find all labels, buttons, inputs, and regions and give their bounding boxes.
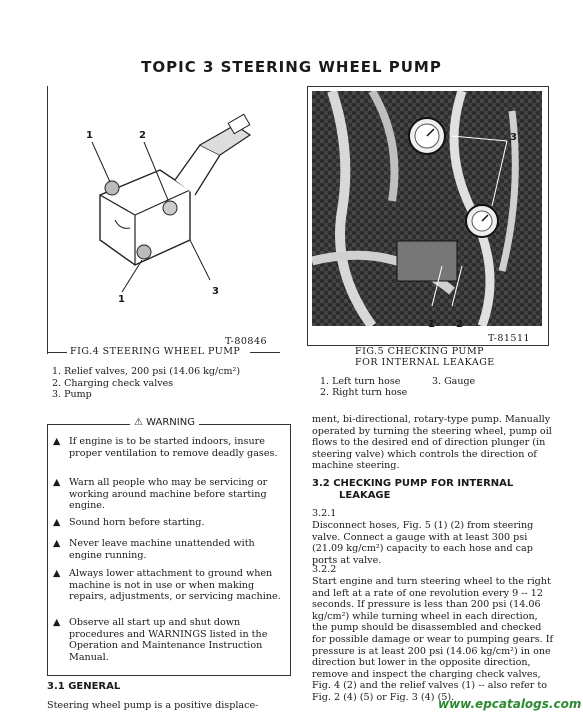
fig4-caption-rule-left: [47, 352, 67, 353]
warning-item-text: Always lower attachment to ground when machine is not in use or when making repairs, adjustments, or servicing machine.: [69, 568, 281, 603]
warning-label: WARNING: [146, 417, 195, 428]
section-32-heading-line2: LEAKAGE: [339, 490, 391, 501]
fig5-callout-2: 2: [456, 319, 463, 330]
fig4-legend-item-1: 1. Relief valves, 200 psi (14.06 kg/cm²): [52, 366, 241, 377]
fig4-legend-item-2: 2. Charging check valves: [52, 377, 174, 389]
section-32-p2-number: 3.2.2: [312, 564, 337, 575]
section-32-p2-text: Start engine and turn steering wheel to the right and left at a rate of one revolution every 9 -- 12 seconds. If pressure is less than 200 psi (14.06 kg/cm²) while turning wheel in each direction, the pump should be disassembled and checked for possible damage or wear to pumping gears. If pressure is at least 200 psi (14.06 kg/cm²) in one direction but lower in the opposite direction, remove and inspect the charging check valves, Fig. 4 (2) and the relief valves (1) -- also refer to Fig. 2 (4) (5) or Fig. 3 (4) (5).: [312, 576, 554, 703]
warning-item: [53, 617, 285, 663]
fig4-caption-rule-right: [250, 352, 280, 353]
fig5-legend-item-1: 1. Left turn hose: [320, 376, 401, 387]
fig5-legend-item-2: 2. Right turn hose: [320, 387, 408, 398]
section-32-p1-number: 3.2.1: [312, 508, 337, 519]
fig5-legend-item-3: 3. Gauge: [432, 376, 476, 387]
warning-triangle-icon: ▲: [53, 538, 61, 549]
warning-triangle-icon: ⚠: [134, 417, 143, 428]
section-31-text-cont: ment, bi-directional, rotary-type pump. Manually operated by turning the steering wheel, pump oil flows to the desired end of direction plunger (in steering valve) which controls the direction of machine steering.: [312, 414, 552, 472]
fig5-callout-1: 1: [428, 319, 435, 330]
warning-triangle-icon: ▲: [53, 517, 61, 528]
fig4-callout-1b: 1: [118, 294, 125, 305]
fig4-callout-2: 2: [139, 130, 146, 141]
warning-item: [53, 477, 285, 512]
section-32-heading-line1: 3.2 CHECKING PUMP FOR INTERNAL: [312, 478, 514, 489]
fig5-callout-3: 3: [510, 132, 517, 143]
page-title: TOPIC 3 STEERING WHEEL PUMP: [141, 58, 442, 76]
warning-item: [53, 568, 285, 603]
warning-triangle-icon: ▲: [53, 617, 61, 628]
pump-test-photo: [312, 91, 542, 326]
fig4-callout-3: 3: [212, 286, 219, 297]
section-31-text-start: Steering wheel pump is a positive displace-: [47, 700, 259, 711]
warning-item: [53, 436, 285, 459]
warning-triangle-icon: ▲: [53, 568, 61, 579]
fig5-caption-line2: FOR INTERNAL LEAKAGE: [355, 357, 495, 368]
fig4-legend-item-3: 3. Pump: [52, 389, 92, 400]
fig5-caption-line1: FIG.5 CHECKING PUMP: [355, 346, 485, 357]
warning-item-text: Warn all people who may be servicing or working around machine before starting engine.: [69, 477, 268, 512]
warning-triangle-icon: ▲: [53, 477, 61, 488]
warning-item-text: Sound horn before starting.: [69, 517, 205, 528]
fig4-legend: [52, 366, 240, 401]
warning-item-text: Observe all start up and shut down procedures and WARNINGS listed in the Operation and Maintenance Instruction Manual.: [69, 617, 268, 663]
warning-header: [130, 417, 199, 428]
fig4-callout-1: 1: [86, 130, 93, 141]
warning-item-text: If engine is to be started indoors, insure proper ventilation to remove deadly gases.: [69, 436, 278, 459]
warning-item: [53, 517, 285, 529]
warning-item-text: Never leave machine unattended with engine running.: [69, 538, 255, 561]
warning-triangle-icon: ▲: [53, 436, 61, 447]
fig4-caption: FIG.4 STEERING WHEEL PUMP: [70, 346, 241, 357]
watermark: www.epcatalogs.com: [438, 697, 582, 711]
fig5-number: T-81511: [488, 333, 531, 344]
section-32-p1-text: Disconnect hoses, Fig. 5 (1) (2) from steering valve. Connect a gauge with at least 300 psi (21.09 kg/cm²) capacity to each hose and cap ports at valve.: [312, 520, 534, 566]
section-31-heading: 3.1 GENERAL: [47, 681, 121, 692]
warning-item: [53, 538, 285, 561]
fig4-number: T-80846: [225, 336, 268, 347]
